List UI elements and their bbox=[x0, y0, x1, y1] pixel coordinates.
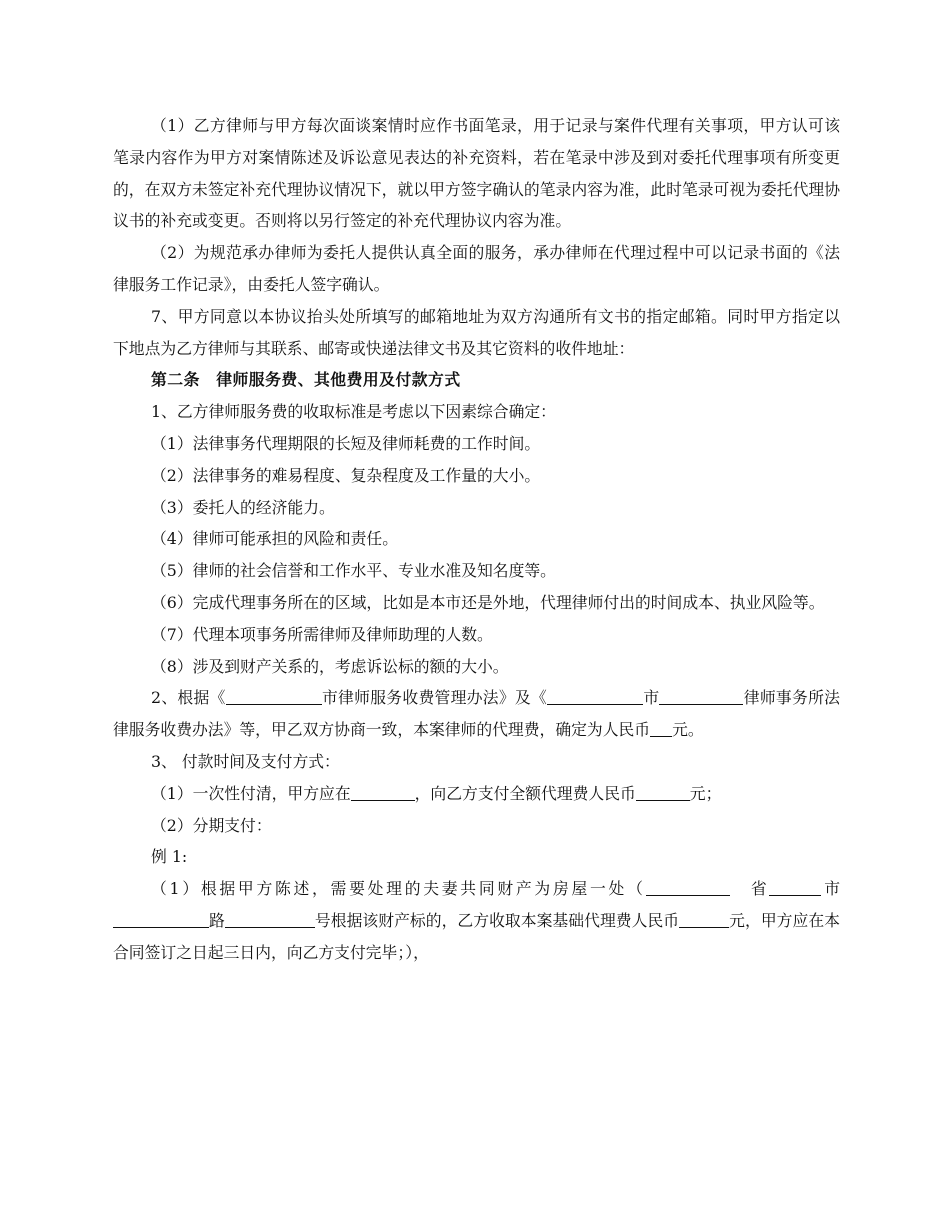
example-label: 例 1: bbox=[151, 847, 188, 867]
section-heading-article-2: 第二条 律师服务费、其他费用及付款方式 bbox=[151, 370, 461, 390]
payment-installment: （2）分期支付： bbox=[151, 815, 272, 835]
payment-date-blank[interactable] bbox=[351, 783, 415, 801]
fee-factor-5: （5）律师的社会信誉和工作水平、专业水准及知名度等。 bbox=[151, 561, 556, 581]
clause-record-transcript: （1）乙方律师与甲方每次面谈案情时应作书面笔录，用于记录与案件代理有关事项，甲方认可该笔录内容作为甲方对案情陈述及诉讼意见表达的补充资料，若在笔录中涉及到对委托代理事项有所变更的，在双方未签定补充代理协议情况下，就以甲方签字确认的笔录内容为准，此时笔录可视为委托代理协议书的补充或变更。否则将以另行签定的补充代理协议内容为准。 bbox=[113, 116, 840, 231]
law-firm-blank[interactable] bbox=[659, 688, 743, 706]
road-name-blank[interactable] bbox=[225, 910, 315, 928]
fee-factor-6: （6）完成代理事务所在的区域，比如是本市还是外地，代理律师付出的时间成本、执业风险等。 bbox=[151, 592, 825, 612]
city-name-blank[interactable] bbox=[113, 910, 209, 928]
fee-standard-intro: 1、乙方律师服务费的收取标准是考虑以下因素综合确定： bbox=[151, 402, 556, 422]
clause-designated-email: 7、甲方同意以本协议抬头处所填写的邮箱地址为双方沟通所有文书的指定邮箱。同时甲方指定以下地点为乙方律师与其联系、邮寄或快递法律文书及其它资料的收件地址： bbox=[113, 306, 840, 358]
document-page bbox=[113, 110, 840, 969]
clause-service-record: （2）为规范承办律师为委托人提供认真全面的服务，承办律师在代理过程中可以记录书面的《法律服务工作记录》，由委托人签字确认。 bbox=[113, 243, 840, 294]
province-suffix-blank[interactable] bbox=[769, 879, 821, 897]
city-blank[interactable] bbox=[226, 688, 322, 706]
fee-factor-7: （7）代理本项事务所需律师及律师助理的人数。 bbox=[151, 624, 493, 644]
fee-factor-1: （1）法律事务代理期限的长短及律师耗费的工作时间。 bbox=[151, 433, 541, 453]
base-fee-blank[interactable] bbox=[679, 910, 729, 928]
fee-amount-blank[interactable] bbox=[650, 720, 672, 738]
province-blank[interactable] bbox=[646, 879, 730, 897]
fee-factor-3: （3）委托人的经济能力。 bbox=[151, 497, 335, 517]
fee-basis-paragraph: 2、根据《 市律师服务收费管理办法》及《 市 律师事务所法律服务收费办法》等，甲乙双方协商一致，本案律师的代理费，确定为人民币 元。 bbox=[113, 688, 840, 740]
fee-factor-4: （4）律师可能承担的风险和责任。 bbox=[151, 529, 399, 549]
payment-lump-sum: （1）一次性付清，甲方应在 ，向乙方支付全额代理费人民币 元； bbox=[151, 783, 722, 803]
fee-factor-2: （2）法律事务的难易程度、复杂程度及工作量的大小。 bbox=[151, 465, 541, 485]
fee-factor-8: （8）涉及到财产关系的，考虑诉讼标的额的大小。 bbox=[151, 656, 509, 676]
payment-method-heading: 3、 付款时间及支付方式： bbox=[151, 751, 340, 771]
example-1-paragraph: （1）根据甲方陈述，需要处理的夫妻共同财产为房屋一处（ 省 市路 号根据该财产标的，乙方收取本案基础代理费人民币 元，甲方应在本合同签订之日起三日内，向乙方支付完毕；）， bbox=[113, 879, 840, 962]
lump-sum-amount-blank[interactable] bbox=[636, 783, 690, 801]
city-blank-2[interactable] bbox=[547, 688, 643, 706]
